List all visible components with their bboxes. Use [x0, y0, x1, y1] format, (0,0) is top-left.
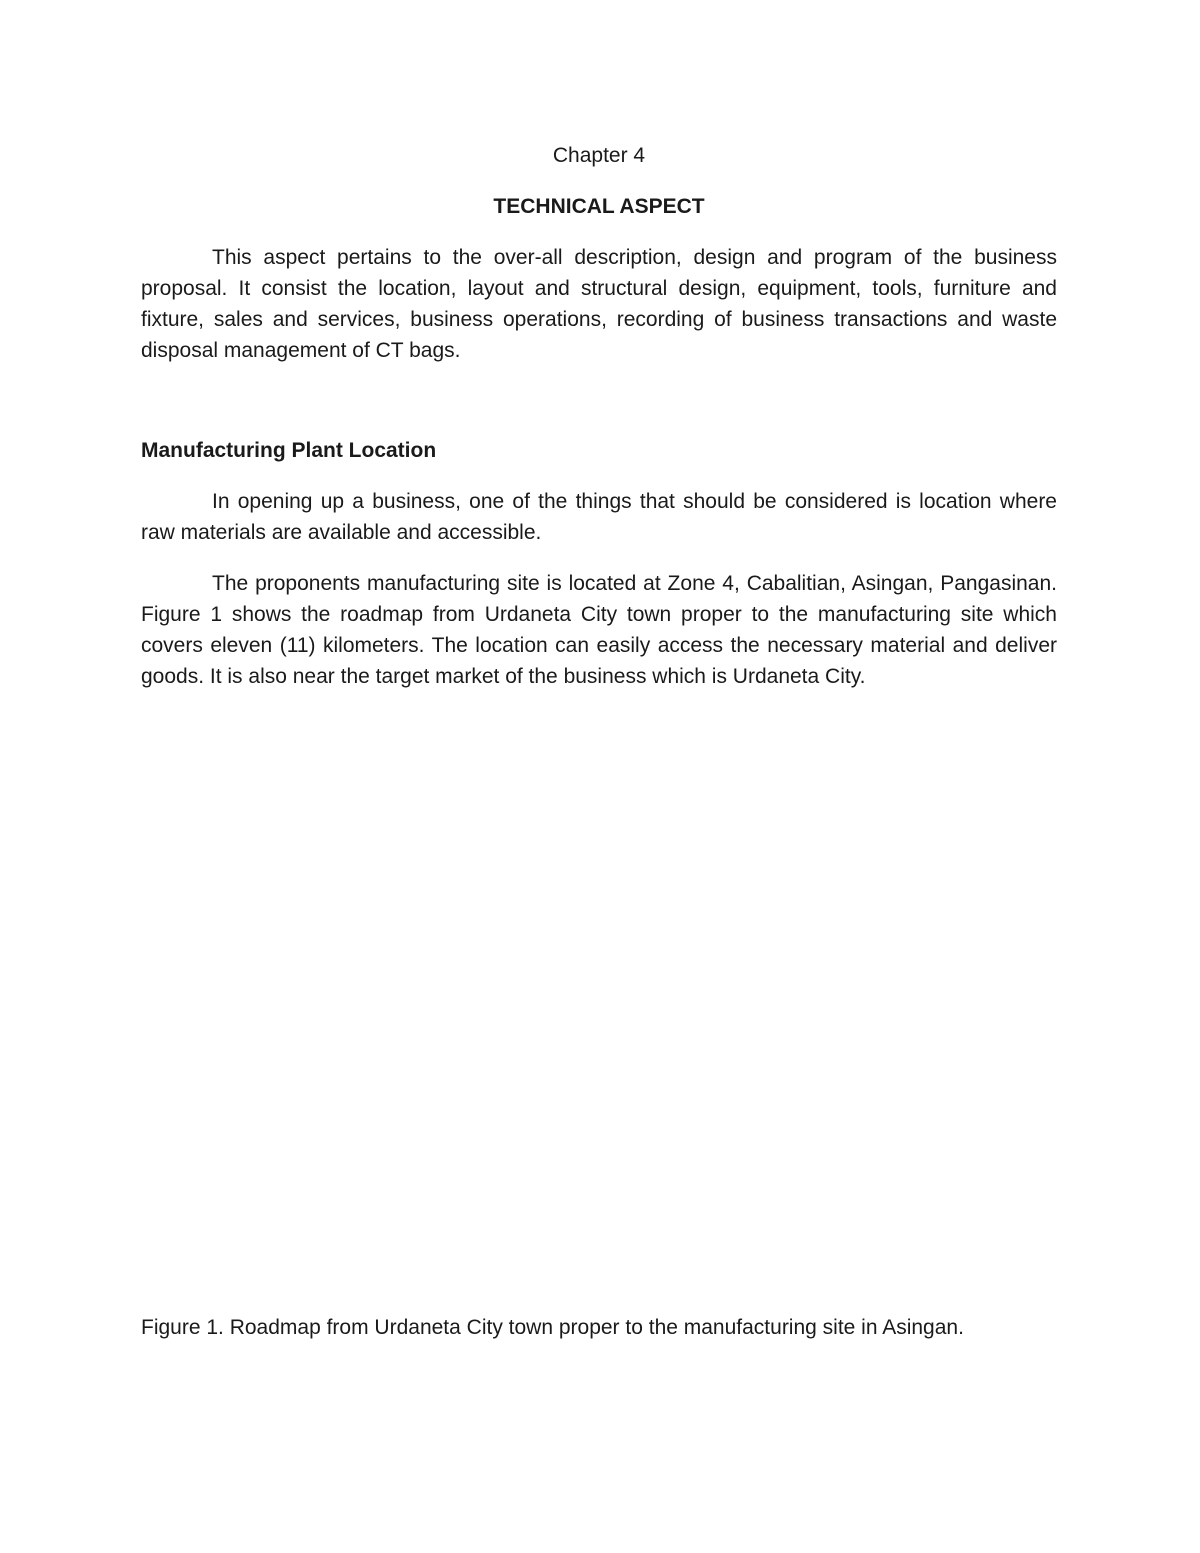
figure-placeholder: [141, 740, 1057, 1300]
location-paragraph-2: The proponents manufacturing site is located at Zone 4, Cabalitian, Asingan, Pangasinan. Figure 1 shows the roadmap from Urdaneta City town proper to the manufacturing site which covers eleven (11) kilometers. The location can easily access the necessary material and deliver goods. It is also near the target market of the business which is Urdaneta City.: [141, 572, 1057, 688]
chapter-label: Chapter 4: [552, 144, 646, 167]
page-title: TECHNICAL ASPECT: [493, 195, 705, 218]
location-paragraph-1: In opening up a business, one of the things that should be considered is location where raw materials are available and accessible.: [141, 490, 1057, 544]
intro-paragraph: This aspect pertains to the over-all description, design and program of the business proposal. It consist the location, layout and structural design, equipment, tools, furniture and fixture, sales and services, business operations, recording of business transactions and waste disposal management of CT bags.: [141, 246, 1057, 362]
figure-caption: Figure 1. Roadmap from Urdaneta City town proper to the manufacturing site in Asingan.: [141, 1316, 964, 1339]
section-heading: Manufacturing Plant Location: [141, 439, 437, 462]
